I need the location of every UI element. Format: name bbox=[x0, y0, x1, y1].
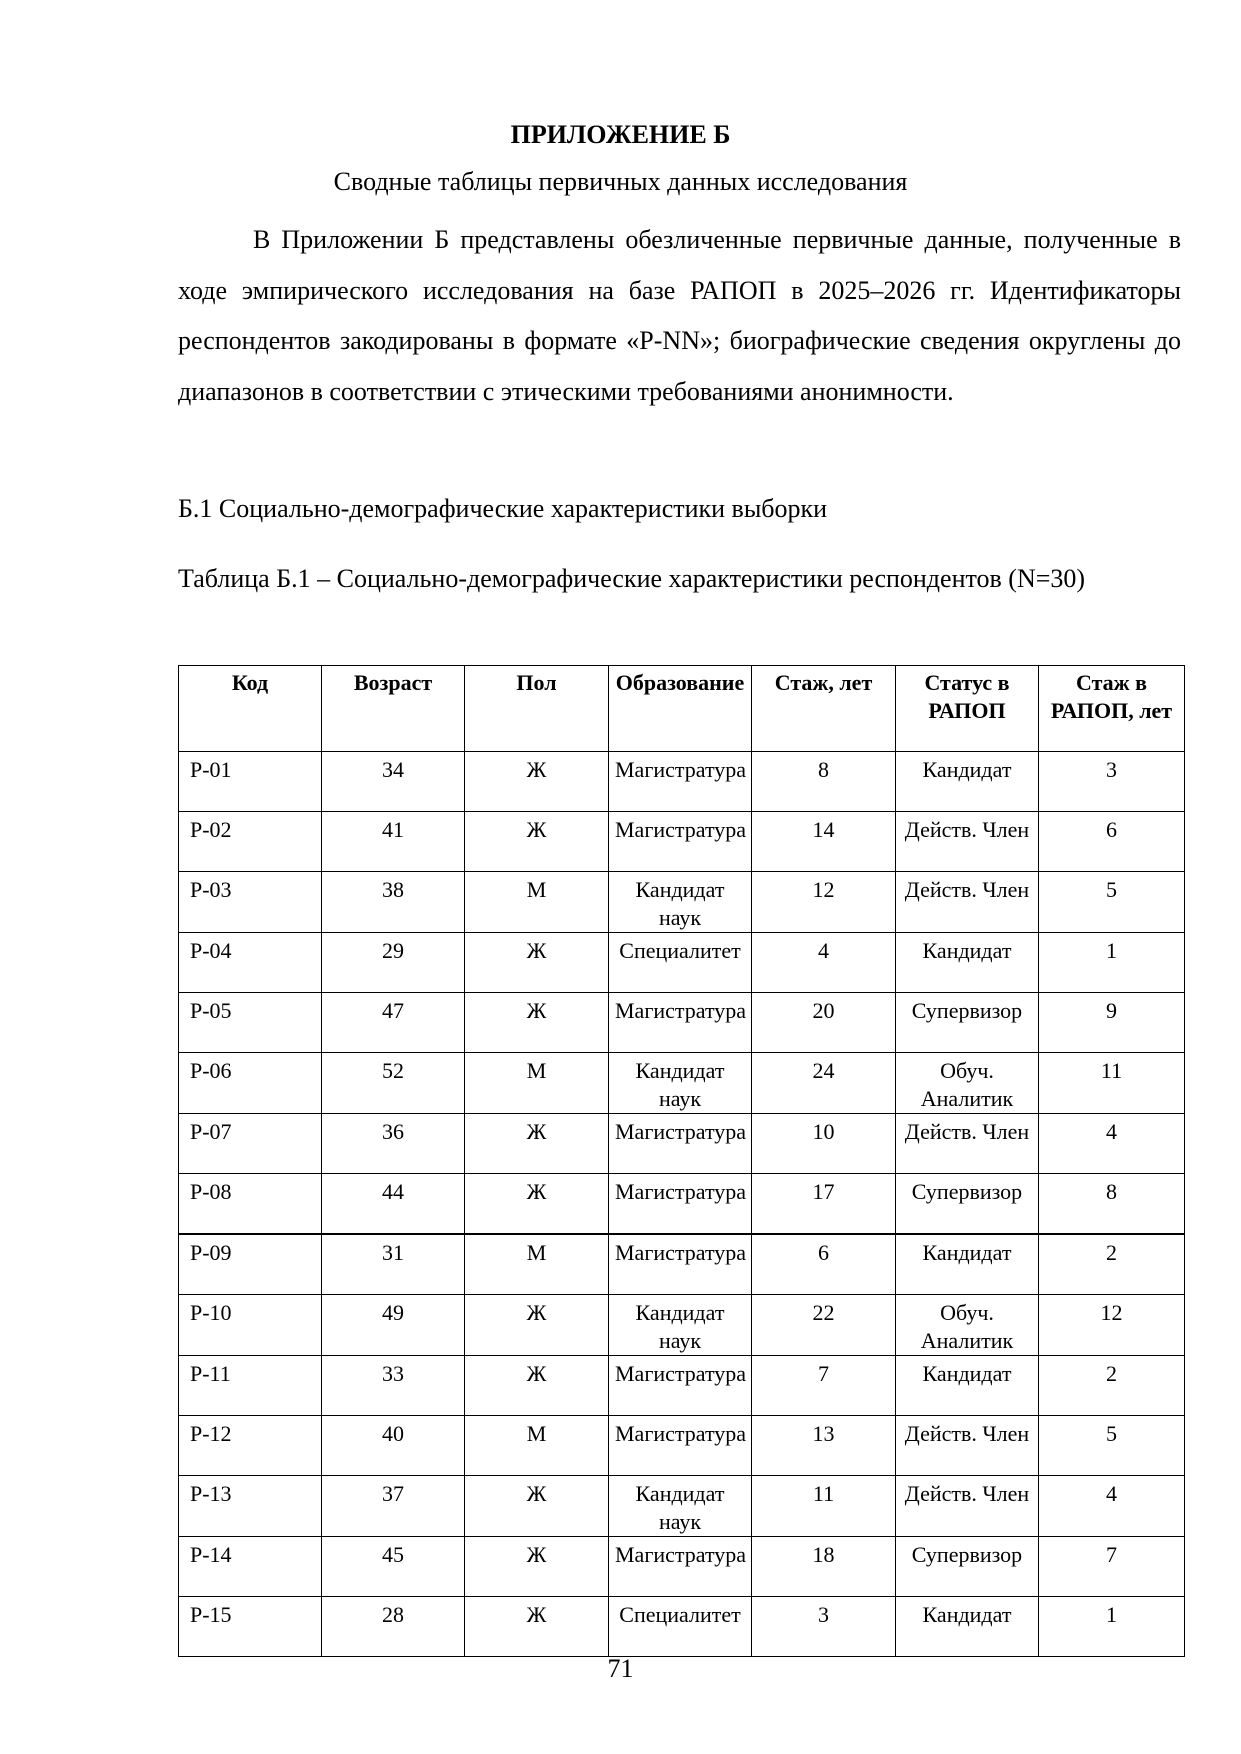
cell-status: Кандидат bbox=[896, 1597, 1039, 1657]
section-title: Б.1 Социально-демографические характеристики выборки bbox=[178, 494, 828, 523]
cell-status: Обуч. Аналитик bbox=[896, 1295, 1039, 1356]
cell-rapop-experience: 11 bbox=[1039, 1053, 1185, 1114]
cell-code: P-03 bbox=[179, 872, 322, 933]
cell-experience: 12 bbox=[752, 872, 896, 933]
cell-gender: М bbox=[465, 1234, 609, 1295]
cell-status: Кандидат bbox=[896, 752, 1039, 812]
cell-education: Магистратура bbox=[609, 752, 752, 812]
cell-gender: Ж bbox=[465, 1476, 609, 1537]
cell-status: Супервизор bbox=[896, 993, 1039, 1053]
cell-education: Магистратура bbox=[609, 1234, 752, 1295]
table-row bbox=[179, 1234, 1185, 1295]
cell-age: 52 bbox=[322, 1053, 465, 1114]
cell-education: Магистратура bbox=[609, 993, 752, 1053]
cell-status: Супервизор bbox=[896, 1174, 1039, 1235]
cell-age: 38 bbox=[322, 872, 465, 933]
cell-education: Кандидат наук bbox=[609, 1053, 752, 1114]
cell-code: P-09 bbox=[179, 1234, 322, 1295]
cell-experience: 13 bbox=[752, 1416, 896, 1476]
cell-code: P-07 bbox=[179, 1114, 322, 1174]
cell-rapop-experience: 6 bbox=[1039, 812, 1185, 872]
cell-rapop-experience: 9 bbox=[1039, 993, 1185, 1053]
cell-age: 41 bbox=[322, 812, 465, 872]
cell-status: Действ. Член bbox=[896, 1114, 1039, 1174]
table-row bbox=[179, 1597, 1185, 1657]
cell-experience: 8 bbox=[752, 752, 896, 812]
table-row bbox=[179, 752, 1185, 812]
cell-rapop-experience: 2 bbox=[1039, 1356, 1185, 1416]
cell-age: 47 bbox=[322, 993, 465, 1053]
cell-age: 33 bbox=[322, 1356, 465, 1416]
cell-code: P-01 bbox=[179, 752, 322, 812]
cell-experience: 3 bbox=[752, 1597, 896, 1657]
cell-rapop-experience: 3 bbox=[1039, 752, 1185, 812]
cell-rapop-experience: 4 bbox=[1039, 1476, 1185, 1537]
cell-gender: Ж bbox=[465, 1174, 609, 1235]
cell-experience: 17 bbox=[752, 1174, 896, 1235]
cell-age: 37 bbox=[322, 1476, 465, 1537]
cell-gender: Ж bbox=[465, 752, 609, 812]
table-row bbox=[179, 993, 1185, 1053]
cell-age: 49 bbox=[322, 1295, 465, 1356]
cell-age: 44 bbox=[322, 1174, 465, 1235]
table-row bbox=[179, 872, 1185, 933]
table-row bbox=[179, 1114, 1185, 1174]
cell-education: Магистратура bbox=[609, 1356, 752, 1416]
table-row bbox=[179, 1537, 1185, 1597]
cell-education: Магистратура bbox=[609, 1537, 752, 1597]
cell-status: Супервизор bbox=[896, 1537, 1039, 1597]
cell-education: Магистратура bbox=[609, 1114, 752, 1174]
cell-rapop-experience: 1 bbox=[1039, 933, 1185, 993]
cell-gender: Ж bbox=[465, 933, 609, 993]
cell-gender: М bbox=[465, 872, 609, 933]
cell-experience: 6 bbox=[752, 1234, 896, 1295]
cell-code: P-13 bbox=[179, 1476, 322, 1537]
cell-code: P-14 bbox=[179, 1537, 322, 1597]
appendix-subtitle: Сводные таблицы первичных данных исследования bbox=[333, 167, 908, 196]
cell-experience: 22 bbox=[752, 1295, 896, 1356]
cell-education: Кандидат наук bbox=[609, 1476, 752, 1537]
table-row bbox=[179, 1053, 1185, 1114]
cell-rapop-experience: 1 bbox=[1039, 1597, 1185, 1657]
cell-code: P-12 bbox=[179, 1416, 322, 1476]
cell-rapop-experience: 5 bbox=[1039, 872, 1185, 933]
cell-gender: Ж bbox=[465, 1597, 609, 1657]
cell-age: 28 bbox=[322, 1597, 465, 1657]
cell-education: Кандидат наук bbox=[609, 872, 752, 933]
table-row bbox=[179, 1295, 1185, 1356]
table-header-row bbox=[179, 666, 1185, 752]
cell-code: P-04 bbox=[179, 933, 322, 993]
cell-code: P-02 bbox=[179, 812, 322, 872]
cell-age: 45 bbox=[322, 1537, 465, 1597]
cell-rapop-experience: 12 bbox=[1039, 1295, 1185, 1356]
cell-rapop-experience: 2 bbox=[1039, 1234, 1185, 1295]
cell-rapop-experience: 5 bbox=[1039, 1416, 1185, 1476]
cell-gender: Ж bbox=[465, 812, 609, 872]
demographics-table bbox=[178, 665, 1185, 1657]
cell-education: Магистратура bbox=[609, 812, 752, 872]
cell-experience: 24 bbox=[752, 1053, 896, 1114]
cell-code: P-05 bbox=[179, 993, 322, 1053]
cell-age: 40 bbox=[322, 1416, 465, 1476]
cell-gender: Ж bbox=[465, 993, 609, 1053]
cell-experience: 20 bbox=[752, 993, 896, 1053]
cell-rapop-experience: 4 bbox=[1039, 1114, 1185, 1174]
table-row bbox=[179, 933, 1185, 993]
cell-rapop-experience: 8 bbox=[1039, 1174, 1185, 1235]
header-rapop-experience: Стаж в РАПОП, лет bbox=[1039, 666, 1185, 752]
header-status: Статус в РАПОП bbox=[896, 666, 1039, 752]
header-gender: Пол bbox=[465, 666, 609, 752]
cell-status: Кандидат bbox=[896, 933, 1039, 993]
table-body bbox=[179, 752, 1185, 1657]
table-row bbox=[179, 812, 1185, 872]
cell-age: 36 bbox=[322, 1114, 465, 1174]
cell-status: Действ. Член bbox=[896, 1416, 1039, 1476]
table-caption: Таблица Б.1 – Социально-демографические характеристики респондентов (N=30) bbox=[178, 564, 1086, 593]
cell-status: Действ. Член bbox=[896, 872, 1039, 933]
cell-gender: Ж bbox=[465, 1537, 609, 1597]
cell-experience: 7 bbox=[752, 1356, 896, 1416]
cell-status: Действ. Член bbox=[896, 812, 1039, 872]
cell-education: Магистратура bbox=[609, 1174, 752, 1235]
cell-experience: 18 bbox=[752, 1537, 896, 1597]
cell-experience: 10 bbox=[752, 1114, 896, 1174]
cell-status: Действ. Член bbox=[896, 1476, 1039, 1537]
cell-experience: 11 bbox=[752, 1476, 896, 1537]
cell-status: Обуч. Аналитик bbox=[896, 1053, 1039, 1114]
table-row bbox=[179, 1356, 1185, 1416]
cell-age: 29 bbox=[322, 933, 465, 993]
cell-gender: М bbox=[465, 1053, 609, 1114]
cell-gender: Ж bbox=[465, 1114, 609, 1174]
cell-status: Кандидат bbox=[896, 1234, 1039, 1295]
table-row bbox=[179, 1174, 1185, 1235]
cell-education: Специалитет bbox=[609, 933, 752, 993]
header-code: Код bbox=[179, 666, 322, 752]
cell-age: 31 bbox=[322, 1234, 465, 1295]
cell-gender: Ж bbox=[465, 1356, 609, 1416]
cell-status: Кандидат bbox=[896, 1356, 1039, 1416]
header-education: Образование bbox=[609, 666, 752, 752]
cell-code: P-06 bbox=[179, 1053, 322, 1114]
cell-code: P-11 bbox=[179, 1356, 322, 1416]
header-experience: Стаж, лет bbox=[752, 666, 896, 752]
cell-code: P-10 bbox=[179, 1295, 322, 1356]
header-age: Возраст bbox=[322, 666, 465, 752]
appendix-title: ПРИЛОЖЕНИЕ Б bbox=[510, 120, 731, 149]
cell-rapop-experience: 7 bbox=[1039, 1537, 1185, 1597]
intro-paragraph: В Приложении Б представлены обезличенные первичные данные, полученные в ходе эмпирического исследования на базе РАПОП в 2025–2026 гг. Идентификаторы респондентов закодированы в формате «P-NN»; биографические сведения округлены до диапазонов в соответствии с этическими требованиями анонимности. bbox=[178, 225, 1181, 406]
cell-education: Специалитет bbox=[609, 1597, 752, 1657]
cell-code: P-08 bbox=[179, 1174, 322, 1235]
cell-code: P-15 bbox=[179, 1597, 322, 1657]
cell-age: 34 bbox=[322, 752, 465, 812]
cell-experience: 4 bbox=[752, 933, 896, 993]
cell-gender: Ж bbox=[465, 1295, 609, 1356]
cell-gender: М bbox=[465, 1416, 609, 1476]
cell-education: Магистратура bbox=[609, 1416, 752, 1476]
table-row bbox=[179, 1416, 1185, 1476]
table-row bbox=[179, 1476, 1185, 1537]
page-number: 71 bbox=[607, 1654, 634, 1683]
cell-experience: 14 bbox=[752, 812, 896, 872]
cell-education: Кандидат наук bbox=[609, 1295, 752, 1356]
